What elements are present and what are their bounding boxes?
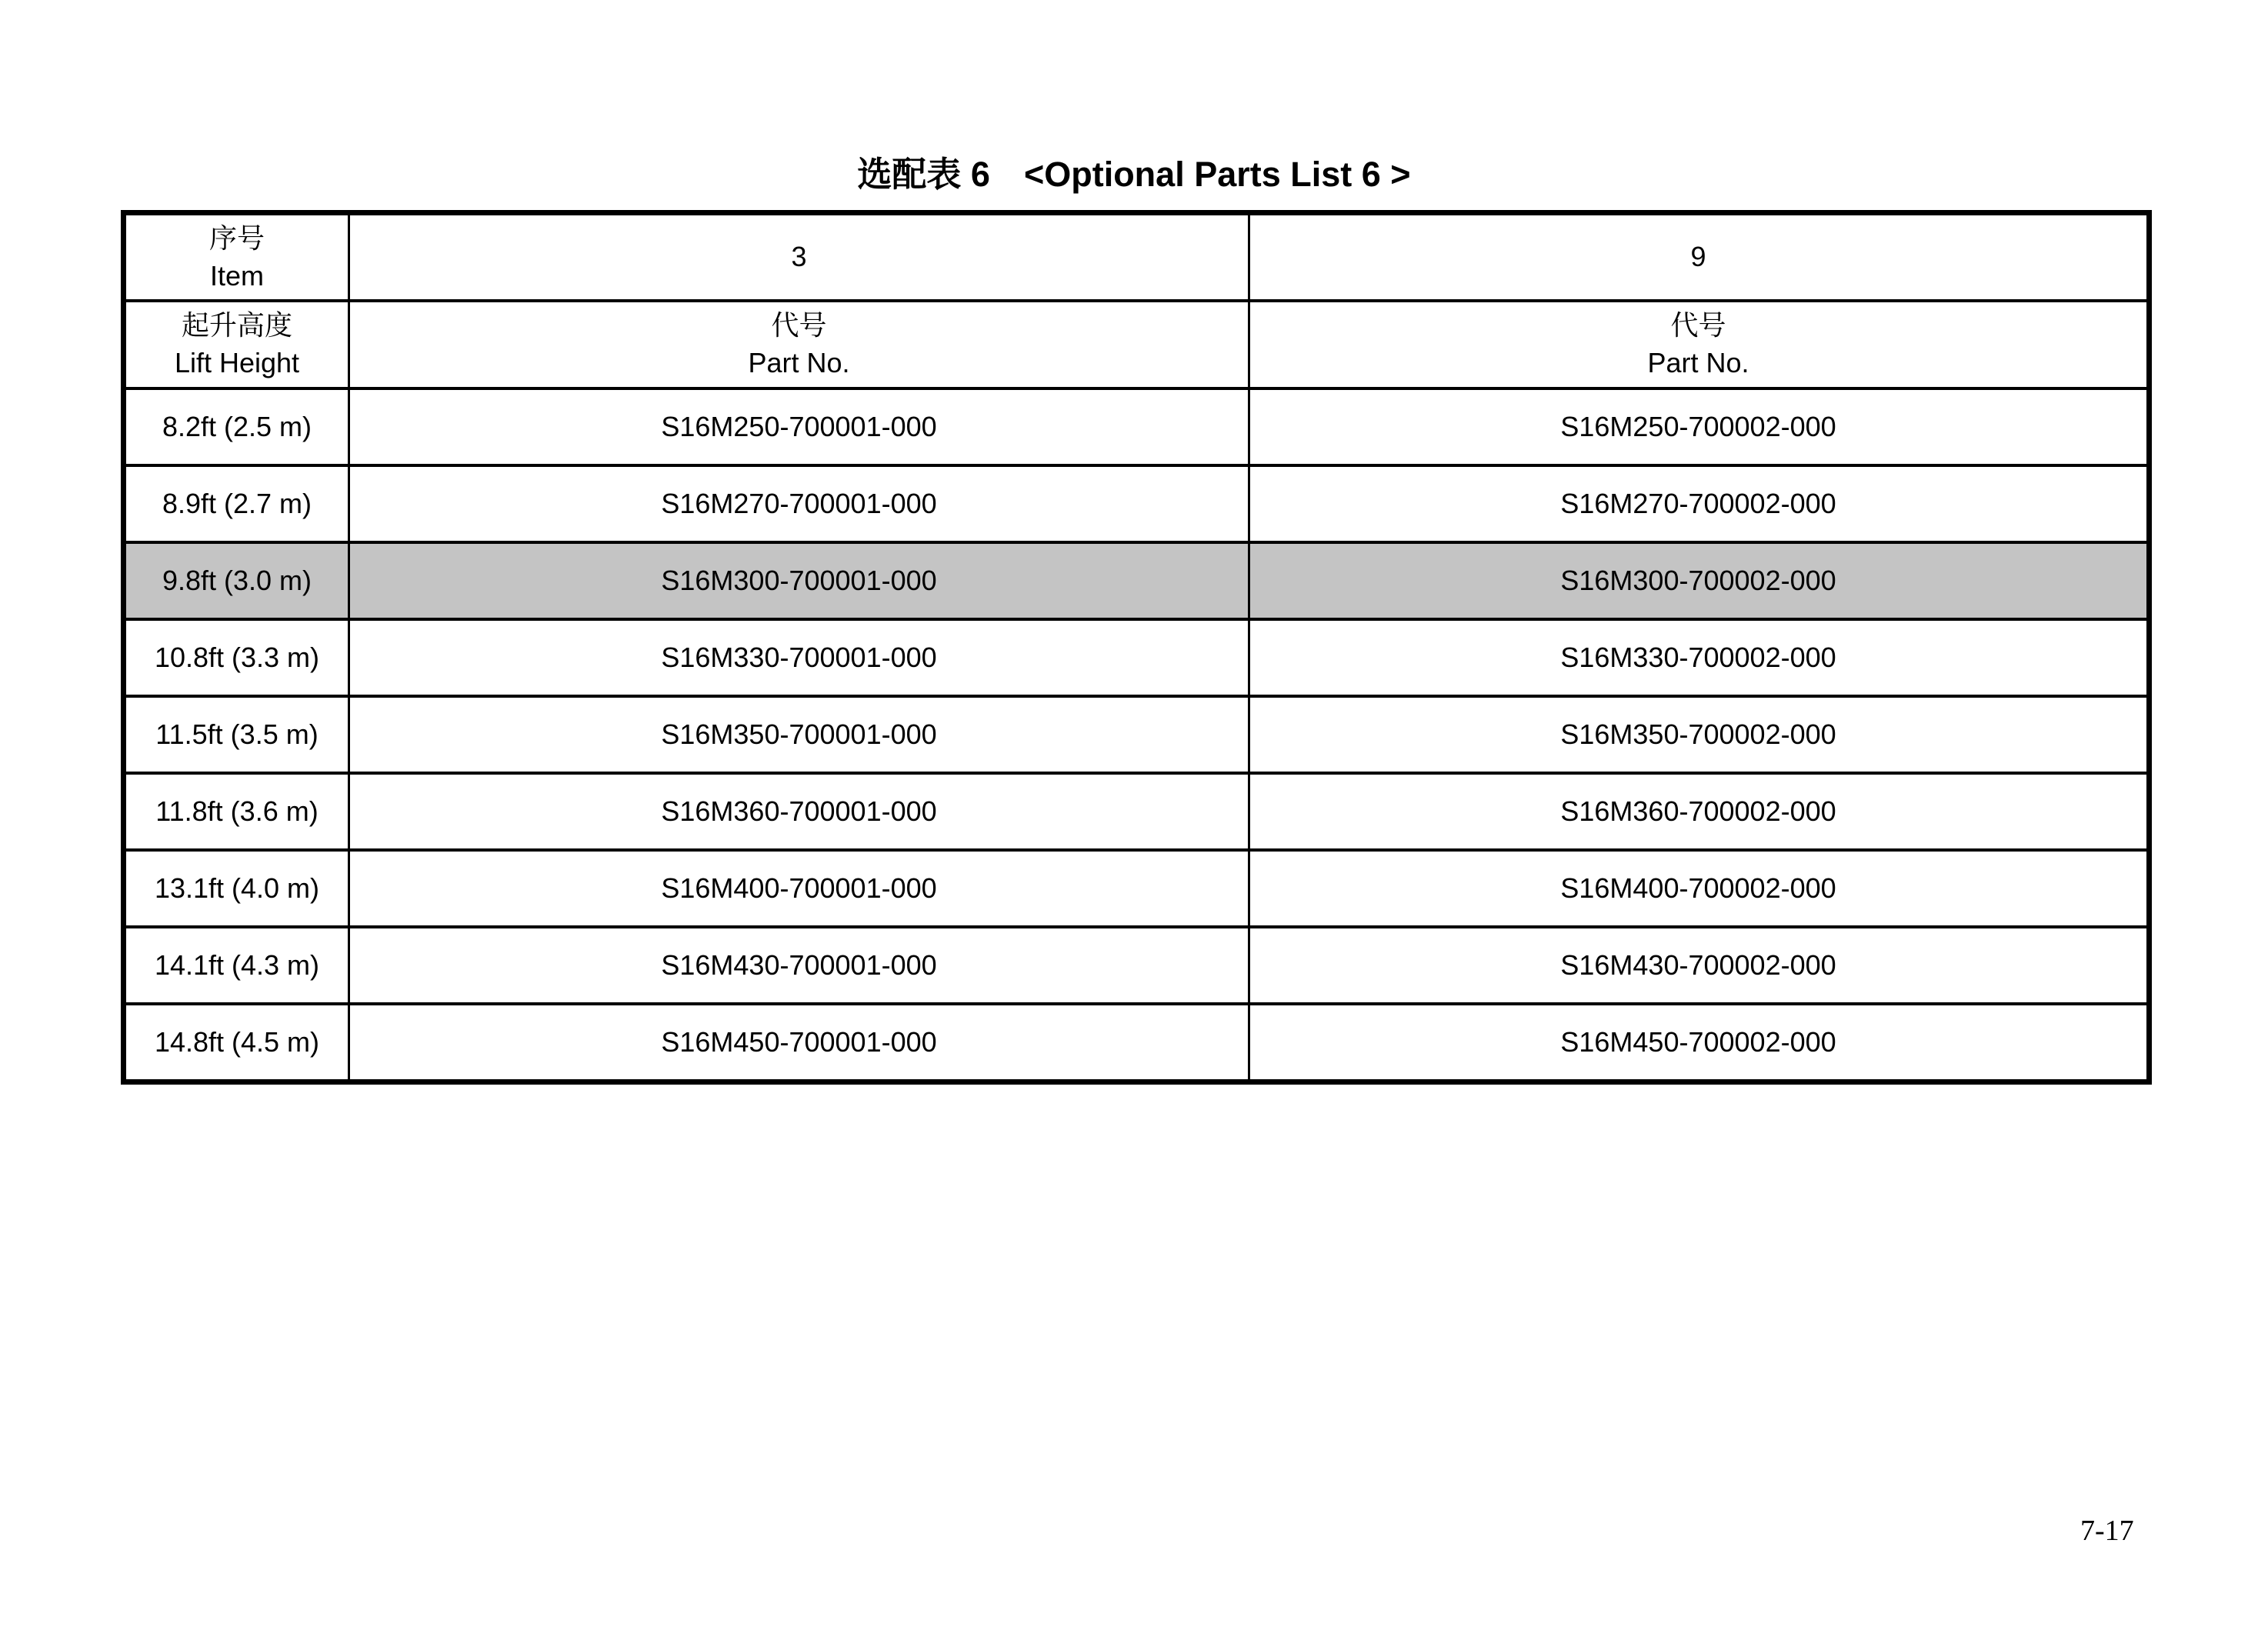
part-no-item9-cell: S16M450-700002-000 — [1249, 1004, 2150, 1082]
page-title — [0, 146, 2268, 196]
part-no-item3-cell: S16M350-700001-000 — [349, 696, 1249, 773]
part-no-item3-cell: S16M400-700001-000 — [349, 850, 1249, 927]
part-no-item3-cell: S16M430-700001-000 — [349, 927, 1249, 1004]
part-no-item9-cell: S16M250-700002-000 — [1249, 388, 2150, 465]
table-row — [124, 388, 2150, 465]
header-item-cell — [124, 213, 349, 302]
lift-height-cell: 14.1ft (4.3 m) — [124, 927, 349, 1004]
table-row — [124, 850, 2150, 927]
table-row — [124, 696, 2150, 773]
header-lift-height-cell — [124, 301, 349, 388]
part-no-item9-cell: S16M330-700002-000 — [1249, 619, 2150, 696]
table-row-highlighted — [124, 542, 2150, 619]
header-part-no-item9-cn: 代号 — [1670, 309, 1726, 342]
table-row — [124, 773, 2150, 850]
lift-height-cell: 9.8ft (3.0 m) — [124, 542, 349, 619]
part-no-item3-cell: S16M330-700001-000 — [349, 619, 1249, 696]
part-no-item9-cell: S16M270-700002-000 — [1249, 465, 2150, 542]
lift-height-cell: 11.8ft (3.6 m) — [124, 773, 349, 850]
table-row — [124, 1004, 2150, 1082]
part-no-item3-cell: S16M250-700001-000 — [349, 388, 1249, 465]
lift-height-cell: 13.1ft (4.0 m) — [124, 850, 349, 927]
lift-height-cell: 11.5ft (3.5 m) — [124, 696, 349, 773]
page-number: 7-17 — [2080, 1515, 2134, 1547]
part-no-item3-cell: S16M300-700001-000 — [349, 542, 1249, 619]
header-item-cn: 序号 — [208, 222, 265, 254]
header-item3-cell: 3 — [349, 213, 1249, 302]
lift-height-cell: 8.2ft (2.5 m) — [124, 388, 349, 465]
header-lift-height-en: Lift Height — [174, 347, 300, 378]
page-title-chinese: 选配表 6 — [857, 155, 990, 195]
part-no-item9-cell: S16M400-700002-000 — [1249, 850, 2150, 927]
lift-height-cell: 8.9ft (2.7 m) — [124, 465, 349, 542]
lift-height-cell: 14.8ft (4.5 m) — [124, 1004, 349, 1082]
table-header-row-labels — [124, 301, 2150, 388]
table-header-row-item — [124, 213, 2150, 302]
header-part-no-item3-cn: 代号 — [771, 309, 827, 342]
header-part-no-item9-en: Part No. — [1647, 347, 1749, 378]
page-title-english: <Optional Parts List 6 > — [1023, 155, 1411, 195]
part-no-item3-cell: S16M270-700001-000 — [349, 465, 1249, 542]
header-item9-cell: 9 — [1249, 213, 2150, 302]
header-item-en: Item — [209, 259, 264, 292]
header-part-no-item9-cell — [1249, 301, 2150, 388]
table-row — [124, 619, 2150, 696]
part-no-item3-cell: S16M360-700001-000 — [349, 773, 1249, 850]
table-row — [124, 927, 2150, 1004]
header-part-no-item3-en: Part No. — [748, 347, 850, 378]
optional-parts-table — [121, 210, 2152, 1085]
table-row — [124, 465, 2150, 542]
lift-height-cell: 10.8ft (3.3 m) — [124, 619, 349, 696]
part-no-item9-cell: S16M350-700002-000 — [1249, 696, 2150, 773]
part-no-item9-cell: S16M360-700002-000 — [1249, 773, 2150, 850]
header-lift-height-cn: 起升高度 — [181, 309, 292, 342]
part-no-item9-cell: S16M430-700002-000 — [1249, 927, 2150, 1004]
part-no-item9-cell: S16M300-700002-000 — [1249, 542, 2150, 619]
part-no-item3-cell: S16M450-700001-000 — [349, 1004, 1249, 1082]
header-part-no-item3-cell — [349, 301, 1249, 388]
